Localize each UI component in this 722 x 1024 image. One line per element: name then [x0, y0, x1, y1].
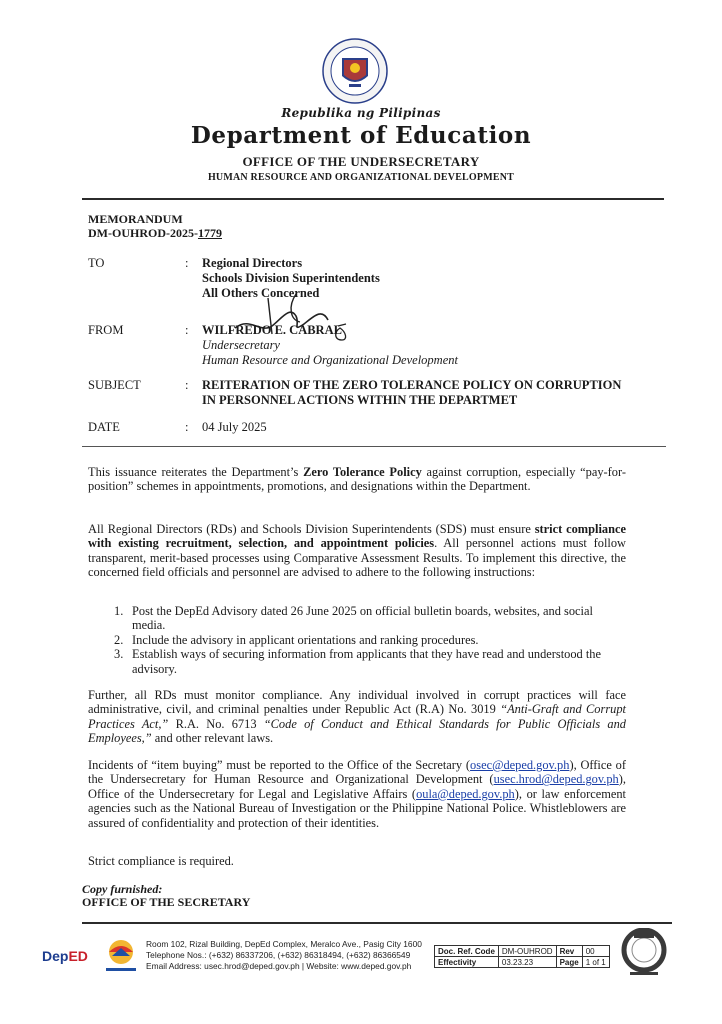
law-title: “Code of Conduct and Ethical Standards for Public Officials and Employees,” — [88, 716, 626, 746]
from-title: Undersecretary — [202, 338, 280, 352]
text-run: ), Office of the Undersecretary for Human Resource and Organizational Development ( — [88, 758, 626, 787]
subject-label: SUBJECT — [88, 378, 141, 392]
text-run: ), Office of the Undersecretary for Legal and Legislative Affairs ( — [88, 772, 626, 801]
table-row — [435, 957, 610, 968]
date-label: DATE — [88, 420, 120, 434]
list-item — [114, 604, 614, 633]
subject-line: REITERATION OF THE ZERO TOLERANCE POLICY ON CORRUPTION — [202, 378, 622, 392]
table-cell: DM-OUHROD — [498, 946, 556, 957]
osec-email-link[interactable]: osec@deped.gov.ph — [470, 758, 570, 772]
table-cell: Rev — [556, 946, 582, 957]
text-run: ), or law enforcement agencies such as the National Bureau of Investigation or the Philippine National Police. Whistleblowers are assured of confidentiality and protection of their identities. — [88, 786, 626, 830]
division-heading: HUMAN RESOURCE AND ORGANIZATIONAL DEVELOPMENT — [207, 172, 515, 183]
from-office: Human Resource and Organizational Development — [202, 353, 458, 367]
table-cell: Effectivity — [435, 957, 499, 968]
law-title: “Anti-Graft and Corrupt Practices Act,” — [88, 702, 626, 731]
footer-divider — [82, 922, 672, 924]
list-item — [114, 633, 614, 647]
emphasis-zero-tolerance: Zero Tolerance Policy — [303, 465, 422, 479]
header-divider — [82, 198, 664, 200]
document-reference-table — [434, 945, 610, 968]
paragraph-intro — [88, 465, 626, 494]
copy-furnished-recipient: OFFICE OF THE SECRETARY — [82, 895, 251, 909]
subject-line: IN PERSONNEL ACTIONS WITHIN THE DEPARTMET — [202, 393, 518, 407]
from-name: WILFREDO E. CABRAL — [202, 323, 342, 337]
paragraph-reporting — [88, 758, 626, 830]
table-row — [435, 946, 610, 957]
subject-colon: : — [185, 378, 189, 392]
paragraph-closing: Strict compliance is required. — [88, 854, 234, 868]
list-item — [114, 647, 614, 676]
date-colon: : — [185, 420, 189, 434]
date-value: 04 July 2025 — [202, 420, 267, 434]
text-run: This issuance reiterates the Department’s — [88, 465, 304, 479]
to-colon: : — [185, 256, 189, 270]
deped-seal-logo — [322, 38, 388, 104]
memo-number-prefix: DM-OUHROD-2025- — [88, 226, 198, 240]
office-heading: OFFICE OF THE UNDERSECRETARY — [242, 154, 480, 169]
list-text: Include the advisory in applicant orientations and ranking procedures. — [132, 632, 479, 647]
recipient: All Others Concerned — [202, 286, 320, 300]
usec-hrod-email-link[interactable]: usec.hrod@deped.gov.ph — [493, 772, 619, 787]
deped-logo — [42, 948, 88, 964]
footer-email: Email Address: usec.hrod@deped.gov.ph | Website: www.deped.gov.ph — [146, 961, 412, 971]
table-cell: 03.23.23 — [498, 957, 556, 968]
text-run: Further, all RDs must monitor compliance. Any individual involved in corrupt practices will face administrative, civil, and criminal penalties under Republic Act (R.A) No. 3019 — [88, 688, 626, 717]
list-text: Establish ways of securing information from applicants that they have read and understood the advisory. — [132, 647, 601, 676]
text-run: R.A. No. 6713 — [168, 716, 264, 731]
republic-heading: Republika ng Pilipinas — [281, 106, 441, 120]
paragraph-penalties — [88, 688, 626, 746]
footer-phone: Telephone Nos.: (+632) 86337206, (+632) 86318494, (+632) 86366549 — [146, 950, 411, 960]
from-block — [202, 323, 458, 368]
recipient: Regional Directors — [202, 256, 303, 270]
from-colon: : — [185, 323, 189, 337]
text-run: All Regional Directors (RDs) and Schools Division Superintendents (SDS) must ensure — [88, 522, 535, 536]
emphasis-strict-compliance: strict compliance with existing recruitment, selection, and appointment policies — [88, 522, 626, 551]
text-run: and other relevant laws. — [151, 731, 274, 746]
table-cell: Page — [556, 957, 582, 968]
deped-logo-text: Dep — [42, 948, 69, 964]
list-text: Post the DepEd Advisory dated 26 June 2025 on official bulletin boards, websites, and social media. — [132, 604, 593, 633]
table-cell: 1 of 1 — [582, 957, 609, 968]
list-number: 2. — [114, 632, 124, 647]
tuv-certification-logo — [620, 928, 668, 978]
memo-number — [88, 226, 222, 241]
oula-email-link[interactable]: oula@deped.gov.ph — [416, 786, 515, 801]
department-heading: Department of Education — [190, 122, 532, 149]
table-cell: Doc. Ref. Code — [435, 946, 499, 957]
instruction-list — [114, 604, 614, 676]
text-run: against corruption, especially “pay-for-position” schemes in appointments, promotions, and designations within the Department. — [88, 465, 626, 494]
text-run: . All personnel actions must follow transparent, merit-based processes using Comparative Assessment Results. To implement this directive, the concerned field officials and personnel are advised to adhere to the following instructions: — [88, 536, 626, 580]
subject-text — [202, 378, 621, 408]
copy-furnished-label: Copy furnished: — [82, 882, 163, 896]
paragraph-compliance — [88, 522, 626, 580]
list-number: 3. — [114, 647, 124, 662]
memo-title: MEMORANDUM — [88, 212, 183, 226]
deped-logo-text: ED — [68, 948, 88, 964]
footer-address: Room 102, Rizal Building, DepEd Complex, Meralco Ave., Pasig City 1600 — [146, 939, 422, 949]
table-cell: 00 — [582, 946, 609, 957]
bagong-pilipinas-logo — [102, 936, 140, 976]
list-number: 1. — [114, 604, 124, 618]
recipient: Schools Division Superintendents — [202, 271, 380, 285]
text-run: Incidents of “item buying” must be reported to the Office of the Secretary ( — [88, 758, 471, 772]
from-label: FROM — [88, 323, 124, 337]
memo-header-divider — [82, 446, 666, 447]
memo-number-suffix: 1779 — [197, 226, 222, 240]
to-label: TO — [88, 256, 105, 270]
